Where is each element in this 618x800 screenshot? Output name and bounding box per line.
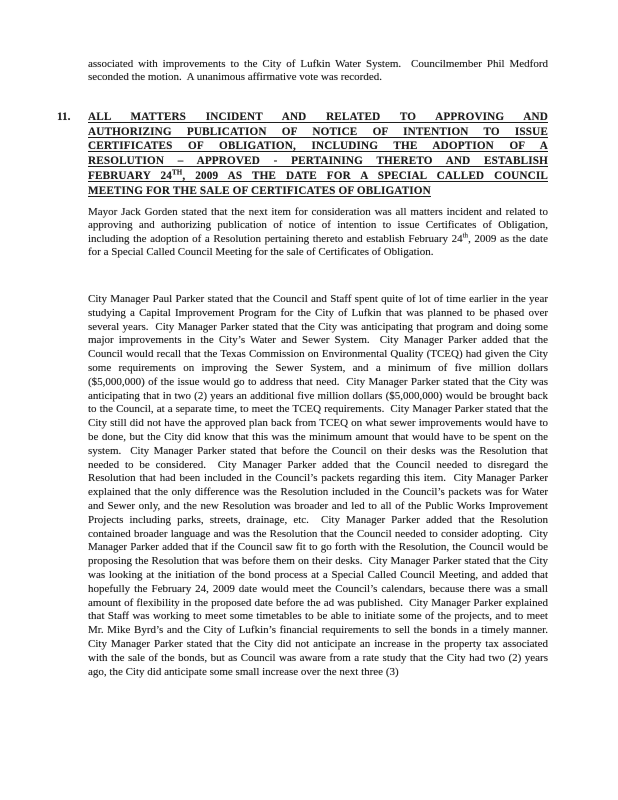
heading-line-5-text-cont: , 2009 AS THE DATE FOR A SPECIAL CALLED COUNCIL [182, 169, 548, 182]
heading-line-6: MEETING FOR THE SALE OF CERTIFICATES OF OBLIGATION [88, 184, 431, 197]
heading-line-5-text: FEBRUARY 24 [88, 169, 172, 182]
mayor-paragraph-text-cont: , 2009 as the date for a Special Called Council Meeting for the sale of Certificates of Obligation. [88, 232, 551, 259]
agenda-item-11 [57, 110, 548, 198]
heading-line-4: RESOLUTION – APPROVED - PERTAINING THERETO AND ESTABLISH [88, 155, 548, 168]
city-manager-paragraph: City Manager Paul Parker stated that the Council and Staff spent quite of lot of time earlier in the year studying a Capital Improvement Program for the City of Lufkin that was planned to be phased over several years. City Manager Parker stated that the City was anticipating that program and doing some major improvements in the City’s Water and Sewer System. City Manager Parker added that the Council would recall that the Texas Commission on Environmental Quality (TCEQ) had given the City some requirements on improving the Sewer System, and a minimum of five million dollars ($5,000,000) of the issue would go to address that need. City Manager Parker stated that the City was anticipating that in two (2) years an additional five million dollars ($5,000,000) would be brought back to the Council, at a separate time, to meet the TCEQ requirements. City Manager Parker stated that the City still did not have the approved plan back from TCEQ on what sewer improvements would have to be done, but the City did know that this was the minimum amount that would have to be spent on the system. City Manager Parker stated that before the Council on their desks was the Resolution that needed to be considered. City Manager Parker added that the Council needed to disregard the Resolution that had been included in the Council’s packets regarding this item. City Manager Parker explained that the only difference was the Resolution included in the Council’s packets was for Water and Sewer only, and the new Resolution was broader and led to all of the Public Works Improvement Projects including parks, streets, drainage, etc. City Manager Parker added that the Resolution contained broader language and was the Resolution that the Council needed to consider adopting. City Manager Parker added that if the Council saw fit to go forth with the Resolution, the Council would be proposing the Resolution that was before them on their desks. City Manager Parker stated that the City was looking at the initiation of the bond process at a Special Called Council Meeting, and added that hopefully the February 24, 2009 date would meet the Council’s calendars, because there was a small amount of flexibility in the proposed date before the ad was published. City Manager Parker explained that Staff was working to meet some timetables to be able to initiate some of the projects, and to meet Mr. Mike Byrd’s and the City of Lufkin’s financial requirements to sell the bonds in a timely manner. City Manager Parker stated that the City did not anticipate an increase in the property tax associated with the sale of the bonds, but as Council was aware from a rate study that the City had two (2) years ago, the City did anticipate some small increase over the next three (3) [88, 293, 554, 678]
mayor-paragraph [88, 206, 551, 260]
prior-item-paragraph: associated with improvements to the City of Lufkin Water System. Councilmember Phil Medford seconded the motion. A unanimous affirmative vote was recorded. [88, 58, 551, 84]
mayor-paragraph-text: Mayor Jack Gorden stated that the next item for consideration was all matters incident and related to approving and authorizing publication of notice of intention to issue Certificates of Obligation, including the adoption of a Resolution pertaining thereto and establish February 24 [88, 206, 551, 245]
heading-line-1: ALL MATTERS INCIDENT AND RELATED TO APPROVING AND [88, 111, 548, 123]
heading-line-5 [88, 169, 548, 184]
heading-line-3: CERTIFICATES OF OBLIGATION, INCLUDING THE ADOPTION OF A [88, 140, 548, 153]
item-number: 11. [57, 111, 71, 123]
item-heading [88, 110, 548, 198]
heading-line-2: AUTHORIZING PUBLICATION OF NOTICE OF INTENTION TO ISSUE [88, 125, 548, 138]
date-superscript-small: th [462, 231, 469, 240]
date-superscript: TH [171, 168, 183, 177]
